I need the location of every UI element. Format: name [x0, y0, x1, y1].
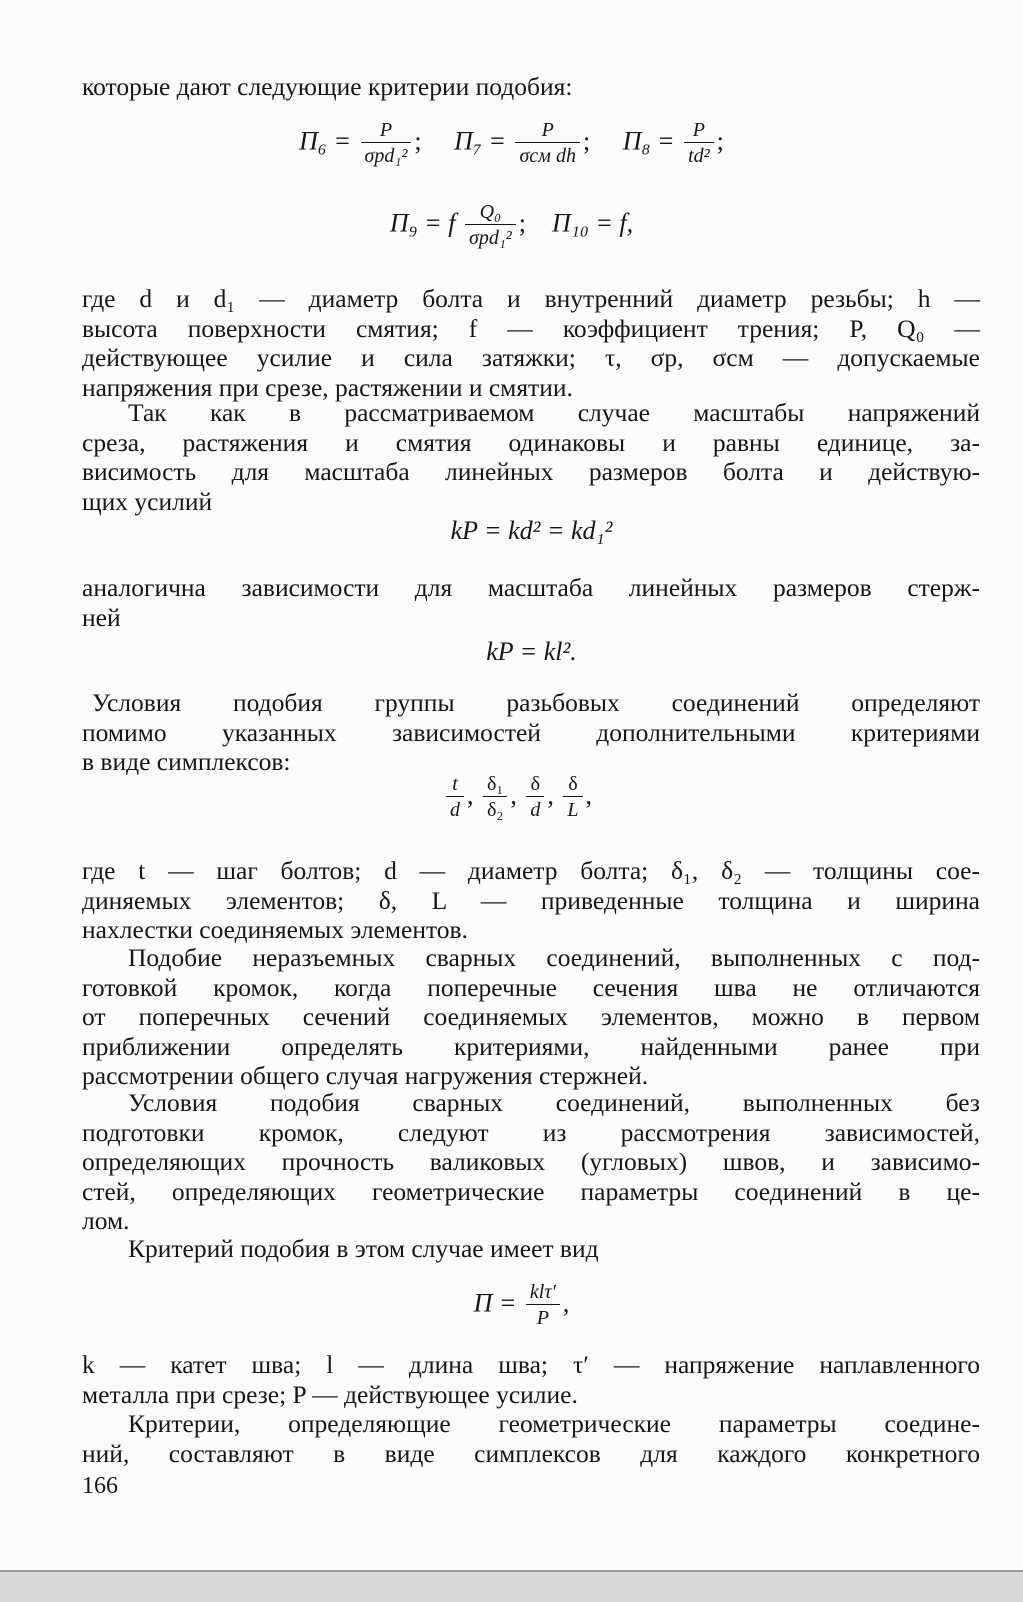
paragraph-criterion	[82, 1234, 980, 1264]
text-line: Критерии, определяющие геометрические параметры соедине-	[128, 1409, 980, 1438]
text-line: напряжения при срезе, растяжении и смятии.	[82, 372, 573, 402]
paragraph-analog	[82, 573, 980, 632]
text-line: щих усилий	[82, 486, 213, 516]
text-line: Условия подобия сварных соединений, выполненных без	[128, 1088, 980, 1117]
pi-weld-numerator: klτ′	[526, 1280, 560, 1305]
text-line: приближении определять критериями, найденными ранее при	[82, 1031, 980, 1061]
formula-kp-1	[20, 516, 1023, 546]
formula-kp-2	[20, 637, 1023, 667]
paragraph-since	[82, 398, 980, 516]
text-line: ней	[82, 602, 121, 632]
text-line: Критерий подобия в этом случае имеет вид	[128, 1234, 599, 1263]
pi8-numerator: P	[684, 118, 714, 143]
pi7-denominator: σсм dh	[519, 145, 576, 167]
simplex-numerator: δ₁	[483, 772, 507, 797]
text-line: висимость для масштаба линейных размеров болта и действую-	[82, 457, 980, 486]
text-line: высота поверхности смятия; f — коэффициент трения; P, Q₀ —	[82, 313, 980, 343]
formula-pi-weld: П = $\frac{\text{klτ′}}{P}$ ,	[473, 1281, 570, 1329]
pi10-formula: П₁₀ = f,	[552, 208, 634, 238]
text-line: готовкой кромок, когда поперечные сечения шва не отличаются	[82, 972, 980, 1002]
pi7-fraction	[515, 118, 580, 169]
paragraph-conditions	[82, 688, 980, 777]
text-line: от поперечных сечений соединяемых элементов, можно в первом	[82, 1002, 980, 1031]
simplex-numerator: δ	[526, 772, 544, 797]
simplex-row: $\frac{t}{d}$ , $\frac{\text{δ₁}}{\text{δ₂}}$ , $\frac{\delta}{d}$ , $\frac{\delta}{L}$ ,	[6, 772, 1023, 823]
paragraph-weld	[82, 943, 980, 1091]
pi8-denominator: td²	[688, 145, 710, 167]
paragraph-where-2	[82, 856, 980, 945]
text-line: действующее усилие и сила затяжки; τ, σр, σсм — допускаемые	[82, 343, 980, 372]
scan-bottom-edge	[0, 1570, 1023, 1602]
text-line: ний, составляют в виде симплексов для каждого конкретного	[82, 1438, 980, 1468]
paragraph-weld-2	[82, 1088, 980, 1236]
pi7-numerator: P	[515, 118, 580, 143]
pi8-label: П₈ =	[622, 126, 675, 156]
text-line: нахлестки соединяемых элементов.	[82, 915, 468, 944]
pi7-label: П₇ =	[454, 126, 506, 156]
pi-weld-fraction	[526, 1280, 560, 1331]
simplex-denominator: d	[449, 799, 460, 821]
text-line: Так как в рассматриваемом случае масштабы напряжений	[128, 398, 980, 427]
paragraph-where-1	[82, 284, 980, 402]
pi-weld-label: П =	[473, 1288, 517, 1318]
text-line: Подобие неразъемных сварных соединений, выполненных с под-	[128, 943, 980, 972]
text-line: аналогична зависимости для масштаба линейных размеров стерж-	[82, 573, 980, 602]
pi9-denominator: σрd₁²	[468, 227, 512, 249]
text-line: металла при срезе; P — действующее усилие.	[82, 1379, 578, 1409]
text-line: в виде симплексов:	[82, 747, 291, 776]
text-line: k — катет шва; l — длина шва; τ′ — напряжение наплавленного	[82, 1350, 980, 1379]
text-line: где t — шаг болтов; d — диаметр болта; δ₁, δ₂ — толщины сое-	[82, 856, 980, 885]
text-line: рассмотрении общего случая нагружения стержней.	[82, 1061, 649, 1090]
pi6-fraction	[361, 118, 412, 169]
intro-line	[82, 72, 980, 102]
simplex-denominator: L	[567, 799, 579, 821]
text-line: где d и d₁ — диаметр болта и внутренний диаметр резьбы; h —	[82, 284, 980, 313]
simplex-delta-l	[563, 772, 582, 823]
kp-relation-2: kP = kl².	[486, 637, 577, 666]
kp-relation-1: kP = kd² = kd₁²	[450, 516, 613, 545]
pi6-numerator: P	[361, 118, 412, 143]
pi6-denominator: σрd₁²	[364, 145, 408, 167]
paragraph-k	[82, 1350, 980, 1409]
simplex-delta-d	[526, 772, 544, 823]
paragraph-geometry	[82, 1409, 980, 1468]
formula-row-pi6-pi8: П₆ = $\frac{P}{\text{σрd₁²}}$ ; П₇ = $\frac{P}{\text{σсм dh}}$ ; П₈ = $\frac{P}{\text{td²}}$ ;	[299, 119, 724, 167]
pi6-label: П₆ =	[299, 126, 352, 156]
text-line: определяющих прочность валиковых (угловых) швов, и зависимо-	[82, 1147, 980, 1176]
text-line: подготовки кромок, следуют из рассмотрения зависимостей,	[82, 1117, 980, 1147]
intro-text: которые дают следующие критерии подобия:	[82, 72, 573, 101]
simplex-numerator: δ	[563, 772, 582, 797]
text-line: Условия подобия группы разьбовых соединений определяют	[92, 688, 980, 717]
text-line: помимо указанных зависимостей дополнительными критериями	[82, 717, 980, 747]
formula-row-pi9-pi10: П₉ = f $\frac{\text{Q₀}}{\text{σрd₁²}}$ ; П₁₀ = f,	[389, 201, 634, 249]
pi-weld-denominator: P	[536, 1307, 550, 1329]
simplex-t-d	[446, 772, 464, 823]
simplex-denominator: δ₂	[486, 799, 504, 821]
text-line: лом.	[82, 1206, 130, 1235]
text-line: диняемых элементов; δ, L — приведенные толщина и ширина	[82, 885, 980, 915]
pi9-numerator: Q₀	[465, 200, 516, 225]
pi9-label: П₉ = f	[389, 208, 456, 238]
simplex-numerator: t	[446, 772, 464, 797]
simplex-d1-d2	[483, 772, 507, 823]
pi8-fraction	[684, 118, 714, 169]
text-line: среза, растяжения и смятия одинаковы и равны единице, за-	[82, 427, 980, 457]
simplex-denominator: d	[530, 799, 541, 821]
pi9-fraction	[465, 200, 516, 251]
text-line: стей, определяющих геометрические параметры соединений в це-	[82, 1176, 980, 1206]
page-number: 166	[82, 1473, 118, 1499]
